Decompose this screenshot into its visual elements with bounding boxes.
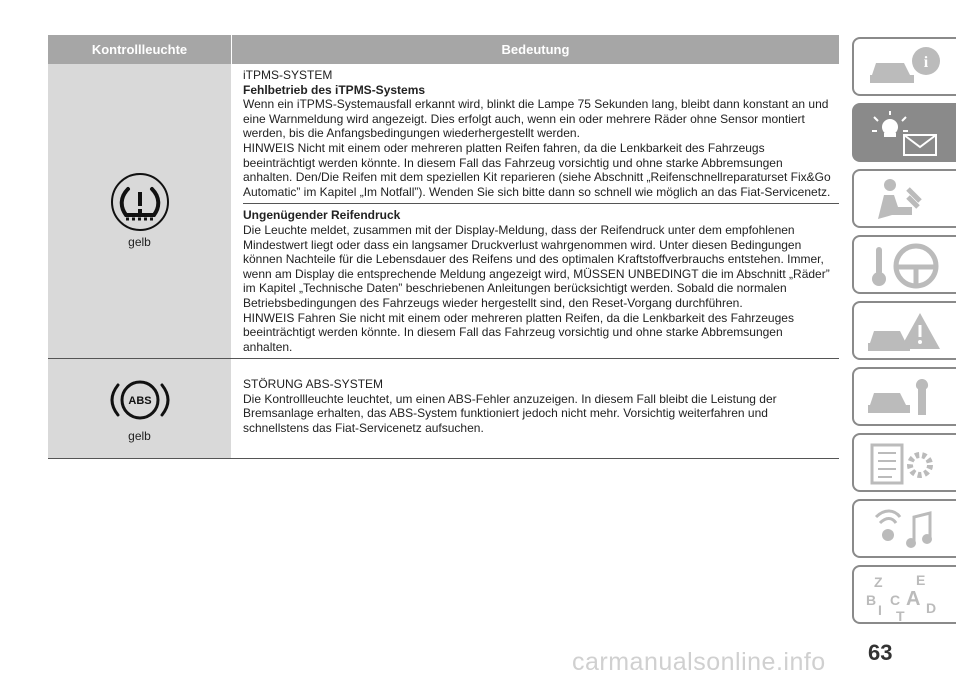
index-letters-icon <box>864 571 948 621</box>
abs-title: STÖRUNG ABS-SYSTEM <box>243 377 384 392</box>
abs-icon-text: ABS <box>127 394 152 407</box>
chapter-tabs <box>852 37 956 631</box>
tab-multimedia[interactable] <box>852 499 956 558</box>
abs-description <box>231 359 839 458</box>
index-letter: D <box>926 600 937 616</box>
warning-lights-table <box>48 35 839 459</box>
watermark: carmanualsonline.info <box>572 648 826 676</box>
abs-lamp-cell <box>48 359 231 458</box>
tpms-block-reifendruck <box>243 203 839 358</box>
technical-data-gear-icon <box>864 439 948 489</box>
tpms-block-fehlbetrieb <box>243 64 839 203</box>
table-row-abs <box>48 359 839 459</box>
tpms-lamp-cell <box>48 64 231 358</box>
warning-light-message-icon <box>864 109 948 159</box>
tpms-reifendruck-note: HINWEIS Fahren Sie nicht mit einem oder mehreren platten Reifen, da die Lenkbarkeit des Fahrzeuges beeinträchtigt werden könnte. In diesem Fall das Fahrzeug vorsichtig und ohne starke Abbremsungen anhalten. <box>243 310 794 354</box>
index-letter: C <box>890 592 901 608</box>
index-letter: A <box>906 588 921 610</box>
tpms-warning-icon <box>108 173 172 231</box>
index-letter: B <box>866 592 877 608</box>
tab-maintenance[interactable] <box>852 367 956 426</box>
tpms-fehlbetrieb-heading: Fehlbetrieb des iTPMS-Systems <box>243 82 426 97</box>
tab-warning-lights[interactable] <box>852 103 956 162</box>
tab-safety[interactable] <box>852 169 956 228</box>
tpms-description <box>231 64 839 358</box>
tab-emergency[interactable] <box>852 301 956 360</box>
car-info-icon <box>864 43 948 93</box>
index-letter: I <box>878 602 882 618</box>
table-header <box>48 35 839 64</box>
car-wrench-icon <box>864 373 948 423</box>
header-bedeutung: Bedeutung <box>231 35 839 64</box>
tab-technical-data[interactable] <box>852 433 956 492</box>
table-row-tpms <box>48 64 839 359</box>
car-warning-triangle-icon <box>864 307 948 357</box>
header-kontrollleuchte: Kontrollleuchte <box>91 42 188 57</box>
multimedia-music-icon <box>864 505 948 555</box>
abs-lamp-color: gelb <box>128 428 151 443</box>
tpms-reifendruck-heading: Ungenügender Reifendruck <box>243 208 401 223</box>
tpms-system-title: iTPMS-SYSTEM <box>243 68 333 82</box>
page-number: 63 <box>868 640 893 665</box>
index-letter: Z <box>874 574 883 590</box>
index-letter: E <box>916 572 926 588</box>
abs-block <box>243 359 839 439</box>
abs-text: Die Kontrollleuchte leuchtet, um einen ABS-Fehler anzuzeigen. In diesem Fall bleibt die Leistung der Bremsanlage erhalten, das ABS-System funktioniert jedoch nicht mehr. Vorsichtig weiterfahren und schnellstens das Fiat-Servicenetz aufsuchen. <box>243 391 777 436</box>
tab-index[interactable] <box>852 565 956 624</box>
tpms-reifendruck-text: Die Leuchte meldet, zusammen mit der Display-Meldung, dass der Reifendruck unter dem empfohlenen Mindestwert liegt oder dass ein langsamer Druckverlust wahrgenommen wird. Unter diesen Bedingungen können Nachteile für die Lebensdauer des Reifens und des optimalen Kraftstoffverbrauchs entstehen. Immer, wenn am Display die entsprechende Meldung angezeigt wird, MÜSSEN UNBEDINGT die im Abschnitt „Räder” im Kapitel „Technische Daten” beschriebenen Anleitungen berücksichtigt werden. Sobald die normalen Betriebsbedingungen des Fahrzeugs wieder hergestellt sind, den Reset-Vorgang durchführen. <box>243 222 830 310</box>
tab-starting-driving[interactable] <box>852 235 956 294</box>
index-letter: T <box>896 608 905 621</box>
tab-car-info[interactable] <box>852 37 956 96</box>
seat-airbag-icon <box>864 175 948 225</box>
abs-warning-icon <box>108 375 172 425</box>
svg-text:i: i <box>923 54 929 71</box>
tpms-lamp-color: gelb <box>128 235 151 250</box>
key-steering-wheel-icon <box>864 241 948 291</box>
tpms-fehlbetrieb-text: Wenn ein iTPMS-Systemausfall erkannt wird, blinkt die Lampe 75 Sekunden lang, bleibt dann konstant an und eine Warnmeldung wird angezeigt. Dies erfolgt auch, wenn ein oder mehrere Räder ohne Sensor montiert werden, bis die Anfangsbedingungen wiederhergestellt werden. <box>243 97 829 141</box>
tpms-fehlbetrieb-note: HINWEIS Nicht mit einem oder mehreren platten Reifen fahren, da die Lenkbarkeit des Fahrzeugs beeinträchtigt werden könnte. In diesem Fall das Fahrzeug vorsichtig und ohne starke Abbremsungen anhalten. Den/Die Reifen mit dem speziellen Kit reparieren (siehe Abschnitt „Reifenschnellreparaturset Fix&Go Automatic” im Kapitel „Im Notfall”). Wenden Sie sich bitte dann so schnell wie möglich an das Fiat-Servicenetz. <box>243 140 831 199</box>
